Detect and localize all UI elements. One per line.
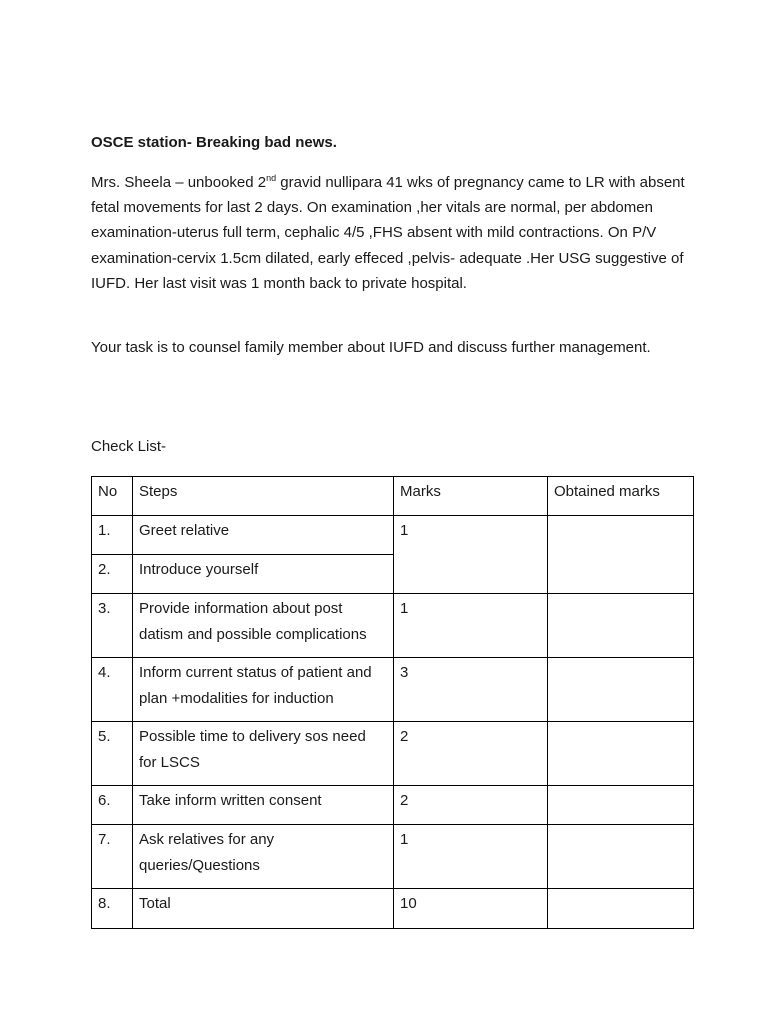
header-marks: Marks [394,477,548,516]
row-marks: 2 [394,786,548,825]
table-row [92,722,694,786]
row-obtained-marks [548,825,694,889]
row-step: Possible time to delivery sos need for LSCS [133,722,394,786]
row-no: 7. [92,825,133,889]
row-marks: 3 [394,658,548,722]
row-marks: 2 [394,722,548,786]
scenario-paragraph [91,170,693,296]
row-step: Introduce yourself [133,555,394,594]
table-row [92,825,694,889]
scenario-text-rest: gravid nullipara 41 wks of pregnancy came to LR with absent fetal movements for last 2 days. On examination ,her vitals are normal, per abdomen examination-uterus full term, cephalic 4/5 ,FHS absent with mild contractions. On P/V examination-cervix 1.5cm dilated, early effeced ,pelvis- adequate .Her USG suggestive of IUFD. Her last visit was 1 month back to private hospital. [91,174,685,292]
task-paragraph: Your task is to counsel family member about IUFD and discuss further management. [91,339,651,356]
row-obtained-marks [548,516,694,594]
row-obtained-marks [548,658,694,722]
row-step: Take inform written consent [133,786,394,825]
row-no: 4. [92,658,133,722]
row-marks: 1 [394,825,548,889]
page-title: OSCE station- Breaking bad news. [91,134,337,151]
row-marks: 1 [394,516,548,594]
table-row [92,658,694,722]
ordinal-suffix: nd [266,173,277,183]
row-marks: 1 [394,594,548,658]
table-row-total [92,889,694,929]
checklist-table [91,476,694,929]
row-no: 2. [92,555,133,594]
row-no: 3. [92,594,133,658]
row-obtained-marks [548,722,694,786]
row-step: Inform current status of patient and plan +modalities for induction [133,658,394,722]
row-marks: 10 [394,889,548,929]
header-obtained-marks: Obtained marks [548,477,694,516]
row-step: Ask relatives for any queries/Questions [133,825,394,889]
row-step: Greet relative [133,516,394,555]
header-no: No [92,477,133,516]
table-row [92,516,694,555]
row-no: 1. [92,516,133,555]
row-obtained-marks [548,786,694,825]
table-row [92,786,694,825]
row-step: Provide information about post datism and possible complications [133,594,394,658]
row-no: 5. [92,722,133,786]
header-steps: Steps [133,477,394,516]
table-header-row [92,477,694,516]
row-obtained-marks [548,889,694,929]
row-no: 8. [92,889,133,929]
checklist-label: Check List- [91,438,167,455]
table-row [92,594,694,658]
row-step: Total [133,889,394,929]
row-no: 6. [92,786,133,825]
scenario-text-start: Mrs. Sheela – unbooked 2 [91,174,267,191]
row-obtained-marks [548,594,694,658]
